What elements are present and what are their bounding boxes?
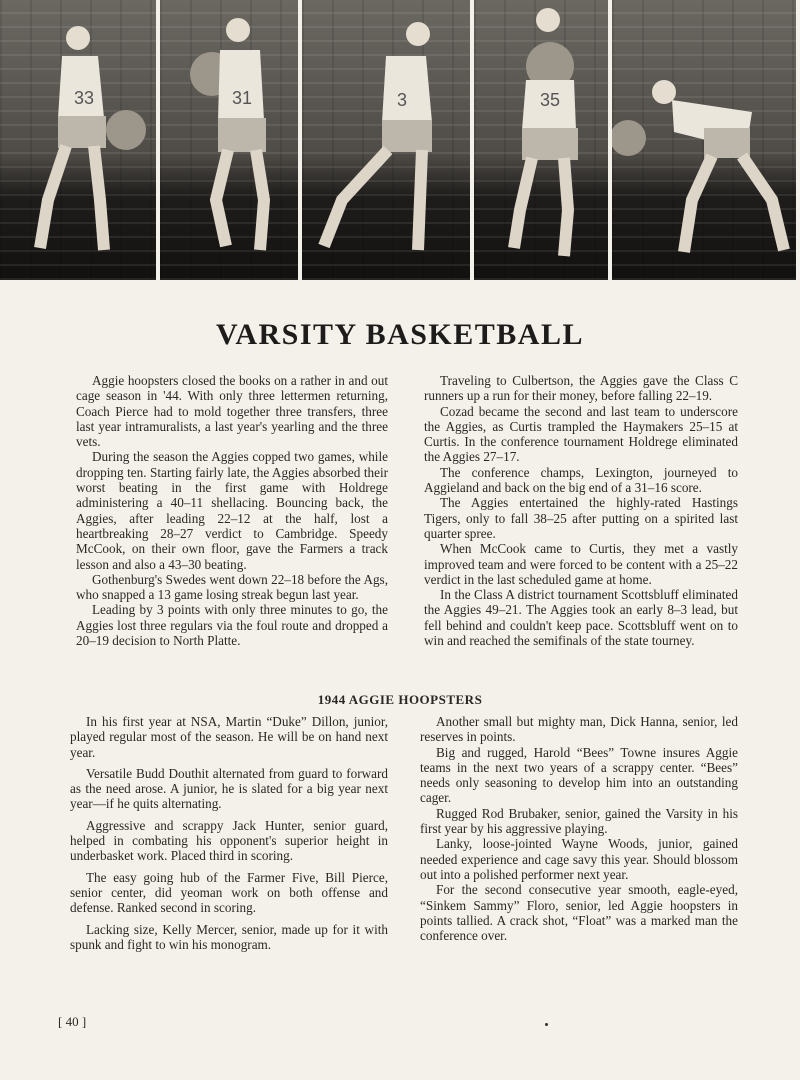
player-photo xyxy=(612,0,796,280)
section-heading: 1944 AGGIE HOOPSTERS xyxy=(317,692,483,707)
paragraph: Big and rugged, Harold “Bees” Towne insures Aggie teams in the next two years of a scrappy center. “Bees” needs only seasoning to develop him into an outstanding cager. xyxy=(420,744,738,806)
player-figure xyxy=(0,0,156,280)
paragraph: Cozad became the second and last team to underscore the Aggies, as Curtis trampled the Haymakers 25–15 at Curtis. In the conference tournament Holdrege eliminated the Aggies 27–17. xyxy=(424,403,738,465)
svg-text:35: 35 xyxy=(539,90,561,110)
svg-text:33: 33 xyxy=(73,88,95,108)
paragraph: Gothenburg's Swedes went down 22–18 before the Ags, who snapped a 13 game losing streak begun last year. xyxy=(76,571,388,603)
svg-text:3: 3 xyxy=(396,90,408,110)
intro-right-column xyxy=(424,373,738,648)
player-figure xyxy=(612,0,796,280)
paragraph: Rugged Rod Brubaker, senior, gained the Varsity in his first year by his aggressive playing. xyxy=(420,805,738,837)
paragraph: Leading by 3 points with only three minutes to go, the Aggies lost three regulars via the foul route and dropped a 20–19 decision to North Platte. xyxy=(76,602,388,649)
paragraph: In his first year at NSA, Martin “Duke” Dillon, junior, played regular most of the season. He will be on hand next year. xyxy=(70,714,388,760)
player-figure xyxy=(474,0,608,280)
players-right-column xyxy=(420,714,738,943)
paragraph: Lanky, loose-jointed Wayne Woods, junior, gained needed experience and cage savy this year. Should blossom out into a polished performer next year. xyxy=(420,836,738,882)
player-photo xyxy=(0,0,156,280)
player-figure xyxy=(160,0,298,280)
paragraph: Another small but mighty man, Dick Hanna, senior, led reserves in points. xyxy=(420,714,738,745)
paragraph: For the second consecutive year smooth, eagle-eyed, “Sinkem Sammy” Floro, senior, led Aggie hoopsters in points tallied. A crack shot, “Float” was a marked man the conference over. xyxy=(420,882,738,944)
page-title: VARSITY BASKETBALL xyxy=(216,318,584,351)
paragraph: The easy going hub of the Farmer Five, Bill Pierce, senior center, did yeoman work on both offense and defense. Ranked second in scoring. xyxy=(70,869,388,916)
paragraph: Aggie hoopsters closed the books on a rather in and out cage season in '44. With only three lettermen returning, Coach Pierce had to mold together three transfers, three last year intramuralists, a last year's yearling and the three vets. xyxy=(76,373,388,450)
paragraph: Traveling to Culbertson, the Aggies gave the Class C runners up a run for their money, before falling 22–19. xyxy=(424,373,738,404)
paragraph: Lacking size, Kelly Mercer, senior, made up for it with spunk and fight to win his monogram. xyxy=(70,921,388,952)
paragraph: During the season the Aggies copped two games, while dropping ten. Starting fairly late, the Aggies absorbed their worst beating in the first game with Holdrege administering a 40–11 shellacing. Bouncing back, the Aggies, after leading 22–12 at the half, lost a heartbreaking 28–27 verdict to Cambridge. Speedy McCook, on their own floor, gave the Farmers a track lesson and also a 43–30 beating. xyxy=(76,449,388,572)
players-left-column xyxy=(70,714,388,958)
paragraph: The conference champs, Lexington, journeyed to Aggieland and back on the big end of a 31–16 score. xyxy=(424,464,738,496)
player-photo xyxy=(302,0,470,280)
paragraph: When McCook came to Curtis, they met a vastly improved team and were forced to be content with a 25–22 verdict in the last scheduled game at home. xyxy=(424,541,738,587)
player-photo xyxy=(160,0,298,280)
paragraph: Versatile Budd Douthit alternated from guard to forward as the need arose. A junior, he is slated for a big year next year—if he quits alternating. xyxy=(70,765,388,812)
photo-strip xyxy=(0,0,800,280)
player-photo xyxy=(474,0,608,280)
paragraph: The Aggies entertained the highly-rated Hastings Tigers, only to fall 38–25 after putting on a spirited last quarter spree. xyxy=(424,495,738,541)
page-number: [ 40 ] xyxy=(58,1014,87,1029)
print-speck xyxy=(545,1023,548,1026)
svg-text:31: 31 xyxy=(231,88,253,108)
player-figure xyxy=(302,0,470,280)
paragraph: In the Class A district tournament Scottsbluff eliminated the Aggies 49–21. The Aggies took an early 8–3 lead, but fell behind and couldn't keep pace. Scottsbluff went on to win and reached the semifinals of the state tourney. xyxy=(424,587,738,649)
intro-left-column xyxy=(76,373,388,648)
paragraph: Aggressive and scrappy Jack Hunter, senior guard, helped in combating his opponent's superior height in underbasket work. Placed third in scoring. xyxy=(70,817,388,864)
